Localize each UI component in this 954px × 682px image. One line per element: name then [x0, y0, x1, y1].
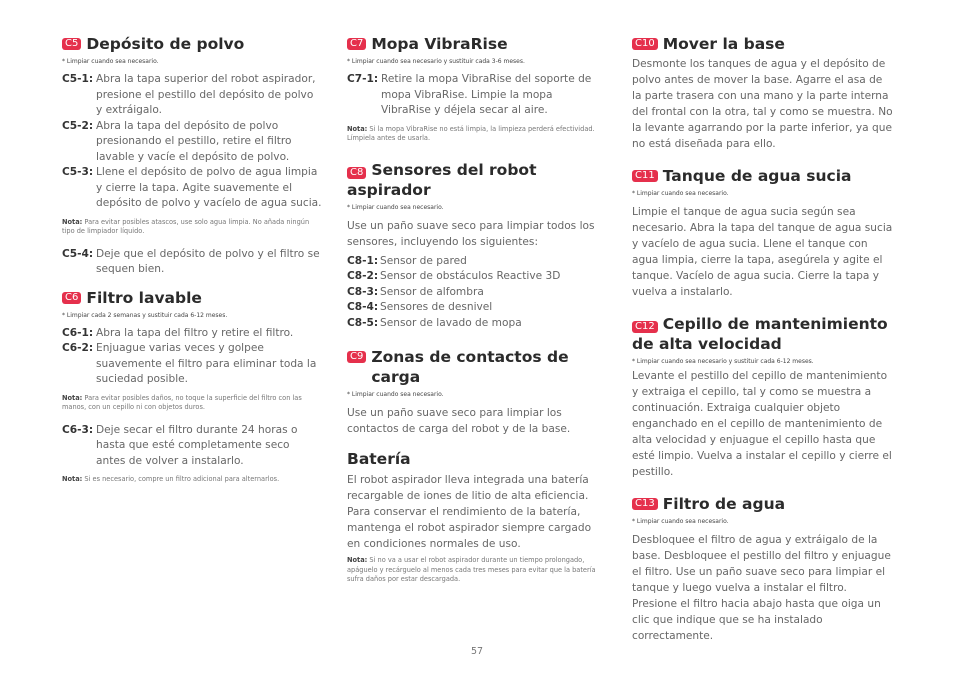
section-c6	[62, 288, 322, 485]
section-body: Use un paño suave seco para limpiar los contactos de carga del robot y de la base.	[347, 407, 571, 435]
frequency-note: * Limpiar cuando sea necesario.	[347, 391, 444, 398]
asterisk-icon: *	[62, 311, 65, 319]
section-heading	[632, 494, 894, 514]
section-badge: C8	[347, 167, 366, 179]
step-list	[62, 423, 322, 470]
section-heading	[632, 34, 894, 54]
frequency-note: * Limpiar cada 2 semanas y sustituir cada 6-12 meses.	[62, 311, 228, 319]
section-title: Depósito de polvo	[86, 35, 245, 53]
step-item: C5-4: Deje que el depósito de polvo y el filtro se sequen bien.	[62, 247, 320, 275]
list-item: C8-2: Sensor de obstáculos Reactive 3D	[347, 270, 561, 282]
section-c10	[632, 34, 894, 152]
column-left	[62, 34, 322, 495]
section-heading	[347, 34, 602, 54]
section-c13	[632, 494, 894, 644]
section-title: Mover la base	[662, 35, 785, 53]
section-body: El robot aspirador lleva integrada una batería recargable de iones de litio de alta eficiencia. Para conservar el rendimiento de la batería, mantenga el robot aspirador siempre cargado en condiciones normales de uso.	[347, 474, 592, 550]
asterisk-icon: *	[347, 203, 350, 211]
list-item: C8-3: Sensor de alfombra	[347, 285, 484, 298]
nota: Nota: Si la mopa VibraRise no está limpia, la limpieza perderá efectividad. Límpiela antes de usarla.	[347, 124, 595, 142]
frequency-note: * Limpiar cuando sea necesario y sustituir cada 3-6 meses.	[347, 58, 525, 65]
section-title: Sensores del robot aspirador	[347, 160, 537, 199]
section-title: Cepillo de mantenimiento de alta velocidad	[632, 315, 888, 353]
step-item: C5-3: Llene el depósito de polvo de agua limpia y cierre la tapa. Agite suavemente el depósito de polvo y vacíelo de agua sucia.	[62, 166, 322, 209]
section-badge: C7	[347, 38, 366, 50]
list-item: C8-5: Sensor de lavado de mopa	[347, 316, 522, 329]
nota: Nota: Para evitar posibles atascos, use solo agua limpia. No añada ningún tipo de limpiador líquido.	[62, 217, 310, 235]
section-c7	[347, 34, 602, 144]
asterisk-icon: *	[632, 358, 635, 365]
section-body: Desbloquee el filtro de agua y extráigalo de la base. Desbloquee el pestillo del filtro y enjuague el filtro. Use un paño suave seco para limpiar el tanque y luego vuelva a instalar el filtro. Presione el filtro hacia abajo hasta que oiga un clic que indique que se ha instalado correctamente.	[632, 534, 891, 642]
frequency-note: * Limpiar cuando sea necesario.	[632, 190, 729, 197]
section-heading	[62, 34, 322, 54]
section-c8	[347, 160, 602, 332]
section-c9	[347, 347, 602, 437]
section-badge: C11	[632, 170, 658, 182]
frequency-note: * Limpiar cuando sea necesario.	[347, 203, 444, 211]
asterisk-icon: *	[347, 391, 350, 398]
section-c5	[62, 34, 322, 278]
frequency-note: * Limpiar cuando sea necesario y sustituir cada 6-12 meses.	[632, 358, 814, 365]
section-body: Limpie el tanque de agua sucia según sea necesario. Abra la tapa del tanque de agua sucia y vacíelo de agua sucia. Llene el tanque con agua limpia, cierre la tapa, asegúrela y agite el tanque. Vacíelo de agua sucia. Cierre la tapa y vuelva a instalarlo.	[632, 206, 893, 298]
step-item: C6-3: Deje secar el filtro durante 24 horas o hasta que esté completamente seco antes de volver a instalarlo.	[62, 423, 298, 467]
section-body: Desmonte los tanques de agua y el depósito de polvo antes de mover la base. Agarre el asa de la parte trasera con una mano y la parte interna del frontal con la otra, tal y como se muestra. No la levante agarrando por la parte inferior, ya que no está diseñada para ello.	[632, 58, 893, 150]
frequency-note: * Limpiar cuando sea necesario.	[62, 58, 159, 65]
step-item: C6-1: Abra la tapa del filtro y retire el filtro.	[62, 326, 294, 339]
section-title: Zonas de contactos de carga	[371, 348, 569, 386]
section-title: Filtro lavable	[86, 288, 202, 307]
section-heading	[632, 166, 894, 186]
asterisk-icon: *	[347, 58, 350, 65]
asterisk-icon: *	[632, 190, 635, 197]
nota: Nota: Si es necesario, compre un filtro adicional para alternarlos.	[62, 475, 280, 483]
step-item: C6-2: Enjuague varias veces y golpee suavemente el filtro para eliminar toda la suciedad posible.	[62, 342, 317, 385]
section-heading	[347, 347, 602, 387]
section-body: Levante el pestillo del cepillo de mantenimiento y extraiga el cepillo, tal y como se muestra a continuación. Extraiga cualquier objeto enganchado en el cepillo de mantenimiento de alta velocidad y enjuague el cepillo hasta que esté limpio. Vuelva a instalar el cepillo y cierre el pestillo.	[632, 370, 892, 478]
step-item: C5-1: Abra la tapa superior del robot aspirador, presione el pestillo del depósito de polvo y extráigalo.	[62, 73, 316, 116]
section-heading	[632, 314, 894, 354]
section-title: Tanque de agua sucia	[662, 167, 852, 185]
section-title: Mopa VibraRise	[371, 35, 508, 53]
section-badge: C13	[632, 498, 658, 510]
page-number: 57	[470, 646, 484, 657]
step-list	[62, 247, 322, 278]
section-bateria	[347, 449, 602, 585]
section-c12	[632, 314, 894, 480]
step-list	[347, 72, 602, 119]
list-item: C8-4: Sensores de desnivel	[347, 301, 493, 313]
step-item: C7-1: Retire la mopa VibraRise del soporte de mopa VibraRise. Limpie la mopa VibraRise y déjela secar al aire.	[347, 73, 592, 116]
section-badge: C9	[347, 351, 366, 363]
nota: Nota: Para evitar posibles daños, no toque la superficie del filtro con las manos, con un cepillo ni con objetos duros.	[62, 393, 302, 411]
section-heading	[347, 449, 602, 469]
section-heading	[62, 288, 322, 308]
frequency-note: * Limpiar cuando sea necesario.	[632, 518, 729, 525]
column-middle	[347, 34, 602, 595]
section-c11	[632, 166, 894, 300]
step-list	[62, 326, 322, 388]
section-title: Filtro de agua	[662, 495, 786, 513]
sensor-list	[347, 254, 602, 332]
asterisk-icon: *	[62, 58, 65, 65]
list-item: C8-1: Sensor de pared	[347, 254, 467, 267]
section-badge: C6	[62, 292, 81, 304]
section-badge: C12	[632, 321, 658, 333]
step-list	[62, 72, 322, 212]
section-badge: C5	[62, 38, 81, 50]
asterisk-icon: *	[632, 518, 635, 525]
section-heading	[347, 160, 602, 200]
nota: Nota: Si no va a usar el robot aspirador durante un tiempo prolongado, apáguelo y recárguelo al menos cada tres meses para evitar que la batería sufra daños por estar descargada.	[347, 556, 596, 583]
step-item: C5-2: Abra la tapa del depósito de polvo presionando el pestillo, retire el filtro lavable y vacíe el depósito de polvo.	[62, 119, 292, 163]
column-right	[632, 34, 894, 654]
section-title: Batería	[347, 450, 411, 468]
section-badge: C10	[632, 38, 658, 50]
section-body: Use un paño suave seco para limpiar todos los sensores, incluyendo los siguientes:	[347, 219, 595, 248]
